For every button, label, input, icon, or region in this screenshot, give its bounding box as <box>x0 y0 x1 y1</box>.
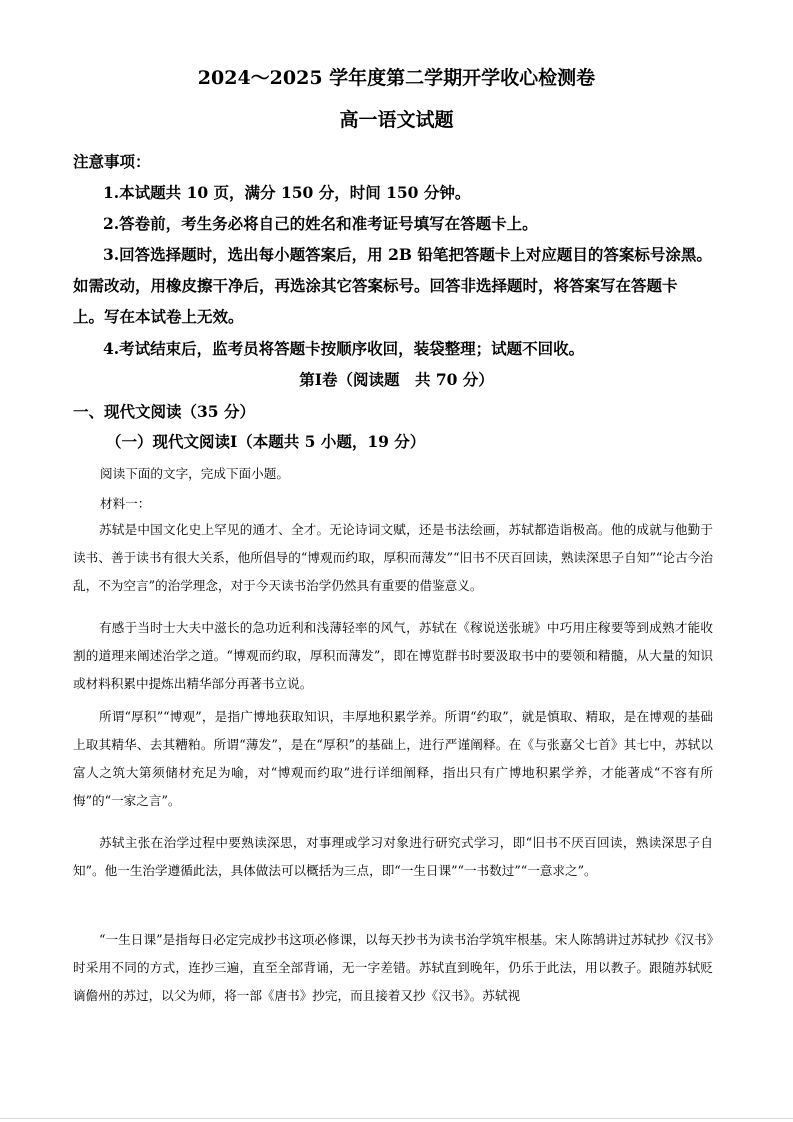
notice-item-2: 2.答卷前，考生务必将自己的姓名和准考证号填写在答题卡上。 <box>103 214 538 233</box>
exam-subtitle: 高一语文试题 <box>339 109 454 131</box>
notice-item-3-line-2: 如需改动，用橡皮擦干净后，再选涂其它答案标号。回答非选择题时，将答案写在答题卡 <box>73 276 678 295</box>
material-label: 材料一： <box>100 496 151 511</box>
passage-paragraph: 苏轼是中国文化史上罕见的通才、全才。无论诗词文赋，还是书法绘画，苏轼都造诣极高。他的成就与他勤于读书、善于读书有很大关系，他所倡导的“博观而约取，厚积而薄发”“旧书不厌百回读，熟读深思子自知”“论古今治乱，不为空言”的治学理念，对于今天读书治学仍然具有重要的借鉴意义。 <box>73 522 713 593</box>
notice-heading: 注意事项： <box>73 152 151 171</box>
notice-item-3-line-3: 上。写在本试卷上无效。 <box>73 307 244 326</box>
passage-paragraph: “一生日课”是指每日必定完成抄书这项必修课，以每天抄书为读书治学筑牢根基。宋人陈鹄讲过苏轼抄《汉书》时采用不同的方式，连抄三遍，直至全部背诵，无一字差错。苏轼直到晚年，仍乐于此法，用以教子。跟随苏轼贬谪儋州的苏过，以父为师，将一部《唐书》抄完，而且接着又抄《汉书》。苏轼视 <box>73 932 713 1003</box>
notice-item-4: 4.考试结束后，监考员将答题卡按顺序收回，装袋整理；试题不回收。 <box>103 339 585 358</box>
passage-paragraph: 所谓“厚积”“博观”，是指广博地获取知识，丰厚地积累学养。所谓“约取”，就是慎取、精取，是在博观的基础上取其精华、去其糟粕。所谓“薄发”，是在“厚积”的基础上，进行严谨阐释。在《与张嘉父七首》其七中，苏轼以富人之筑大第须储材充足为喻，对“博观而约取”进行详细阐释，指出只有广博地积累学养，才能著成“不容有所悔”的“一家之言”。 <box>73 709 713 808</box>
exam-title: 2024～2025 学年度第二学期开学收心检测卷 <box>197 67 596 89</box>
part-heading: 一、现代文阅读（35 分） <box>73 402 255 421</box>
volume-heading: 第Ⅰ卷（阅读题 共 70 分） <box>299 370 494 389</box>
notice-item-1: 1.本试题共 10 页，满分 150 分，时间 150 分钟。 <box>103 183 471 202</box>
subsection-heading: （一）现代文阅读Ⅰ（本题共 5 小题，19 分） <box>106 432 426 451</box>
passage-paragraph: 有感于当时士大夫中滋长的急功近利和浅薄轻率的风气，苏轼在《稼说送张琥》中巧用庄稼要等到成熟才能收割的道理来阐述治学之道。“博观而约取，厚积而薄发”，即在博览群书时要汲取书中的要领和精髓，从大量的知识或材料积累中提炼出精华部分再著书立说。 <box>73 620 713 691</box>
notice-item-3-line-1: 3.回答选择题时，选出每小题答案后，用 2B 铅笔把答题卡上对应题目的答案标号涂黑。 <box>103 245 712 264</box>
passage-paragraph: 苏轼主张在治学过程中要熟读深思，对事理或学习对象进行研究式学习，即“旧书不厌百回读，熟读深思子自知”。他一生治学遵循此法，具体做法可以概括为三点，即“一生日课”“一书数过”“一意求之”。 <box>73 835 713 878</box>
page-bottom-divider <box>0 1118 793 1119</box>
reading-instruction: 阅读下面的文字，完成下面小题。 <box>100 466 289 481</box>
